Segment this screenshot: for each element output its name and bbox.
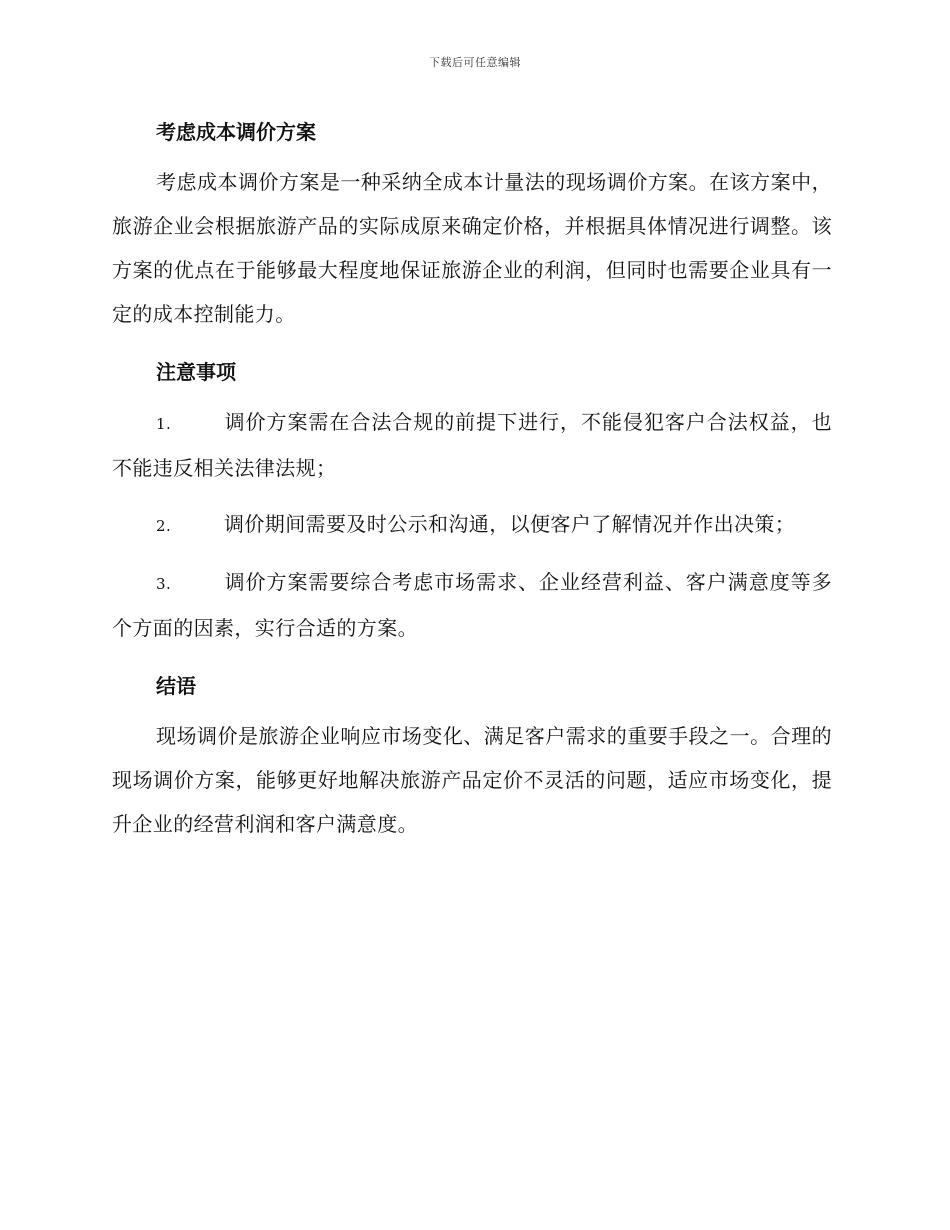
list-item-number: 2. <box>156 517 172 535</box>
document-body <box>112 112 832 846</box>
list-item <box>112 502 832 548</box>
list-item-number: 3. <box>156 575 172 593</box>
header-note: 下载后可任意编辑 <box>429 56 521 69</box>
list-item <box>112 400 832 490</box>
section-heading-notes: 注意事项 <box>156 360 236 384</box>
section-paragraph-cost-pricing: 考虑成本调价方案是一种采纳全成本计量法的现场调价方案。在该方案中，旅游企业会根据旅游产品的实际成原来确定价格，并根据具体情况进行调整。该方案的优点在于能够最大程度地保证旅游企业的利润，但同时也需要企业具有一定的成本控制能力。 <box>112 170 832 326</box>
section-paragraph-conclusion: 现场调价是旅游企业响应市场变化、满足客户需求的重要手段之一。合理的现场调价方案，能够更好地解决旅游产品定价不灵活的问题，适应市场变化，提升企业的经营利润和客户满意度。 <box>112 724 832 836</box>
list-item <box>112 560 832 650</box>
section-heading-conclusion: 结语 <box>156 674 196 698</box>
section-heading-cost-pricing: 考虑成本调价方案 <box>156 120 316 144</box>
list-item-number: 1. <box>156 415 172 433</box>
list-item-text: 调价方案需在合法合规的前提下进行，不能侵犯客户合法权益，也不能违反相关法律法规； <box>112 410 832 480</box>
list-item-text: 调价方案需要综合考虑市场需求、企业经营利益、客户满意度等多个方面的因素，实行合适的方案。 <box>112 570 832 640</box>
list-item-text: 调价期间需要及时公示和沟通，以便客户了解情况并作出决策； <box>224 512 796 536</box>
